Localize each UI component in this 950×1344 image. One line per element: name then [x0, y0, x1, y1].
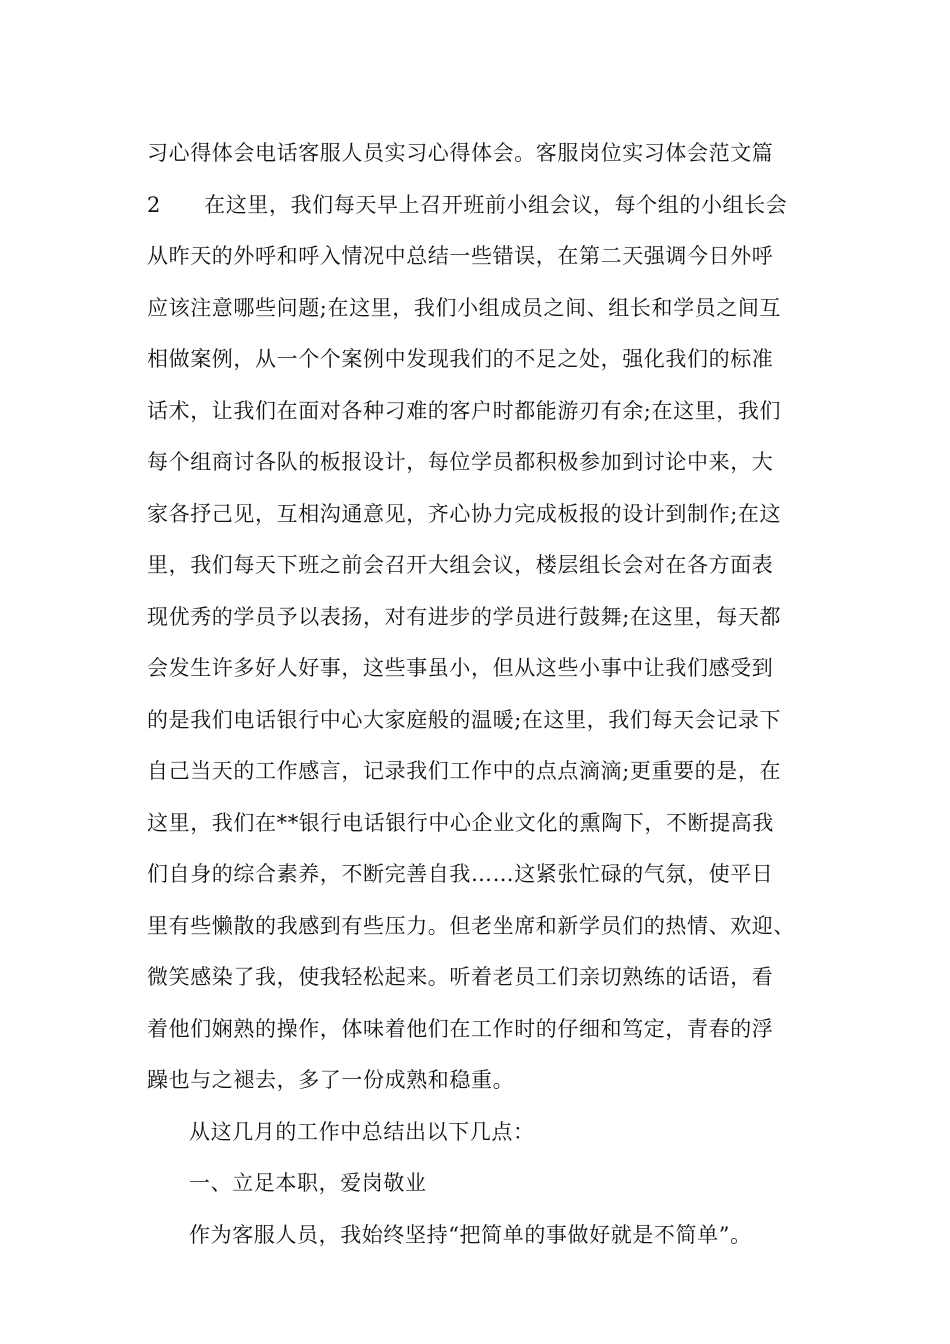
paragraph-line: 从昨天的外呼和呼入情况中总结一些错误，在第二天强调今日外呼 — [147, 244, 774, 268]
paragraph-line: 这里，我们在**银行电话银行中心企业文化的熏陶下，不断提高我 — [147, 810, 774, 835]
paragraph-line: 话术，让我们在面对各种刁难的客户时都能游刃有余;在这里，我们 — [147, 398, 782, 423]
paragraph-line: 的是我们电话银行中心大家庭般的温暖;在这里，我们每天会记录下 — [147, 707, 782, 732]
paragraph-line: 里有些懒散的我感到有些压力。但老坐席和新学员们的热情、欢迎、 — [147, 913, 795, 938]
paragraph-line: 躁也与之褪去，多了一份成熟和稳重。 — [147, 1068, 515, 1092]
paragraph-line: 们自身的综合素养，不断完善自我……这紧张忙碌的气氛，使平日 — [147, 862, 774, 886]
summary-intro: 从这几月的工作中总结出以下几点： — [189, 1119, 535, 1144]
section-heading: 一、立足本职，爱岗敬业 — [189, 1171, 427, 1195]
paragraph-line: 现优秀的学员予以表扬，对有进步的学员进行鼓舞;在这里，每天都 — [147, 604, 782, 629]
paragraph-line: 里，我们每天下班之前会召开大组会议，楼层组长会对在各方面表 — [147, 553, 774, 577]
paragraph-line: 着他们娴熟的操作，体味着他们在工作时的仔细和笃定，青春的浮 — [147, 1016, 774, 1041]
paragraph-line: 2 在这里，我们每天早上召开班前小组会议，每个组的小组长会 — [147, 192, 788, 217]
paragraph-line: 习心得体会电话客服人员实习心得体会。客服岗位实习体会范文篇 — [147, 141, 774, 165]
paragraph-line: 相做案例，从一个个案例中发现我们的不足之处，强化我们的标准 — [147, 347, 774, 371]
paragraph-line: 每个组商讨各队的板报设计，每位学员都积极参加到讨论中来，大 — [147, 450, 774, 474]
paragraph-line: 会发生许多好人好事，这些事虽小，但从这些小事中让我们感受到 — [147, 656, 774, 680]
paragraph-line: 应该注意哪些问题;在这里，我们小组成员之间、组长和学员之间互 — [147, 295, 782, 320]
paragraph-line: 微笑感染了我，使我轻松起来。听着老员工们亲切熟练的话语，看 — [147, 965, 774, 989]
document-body — [147, 128, 827, 1261]
paragraph-line: 家各抒己见，互相沟通意见，齐心协力完成板报的设计到制作;在这 — [147, 501, 782, 526]
section-text: 作为客服人员，我始终坚持“把简单的事做好就是不简单”。 — [189, 1222, 752, 1247]
paragraph-line: 自己当天的工作感言，记录我们工作中的点点滴滴;更重要的是，在 — [147, 759, 782, 783]
